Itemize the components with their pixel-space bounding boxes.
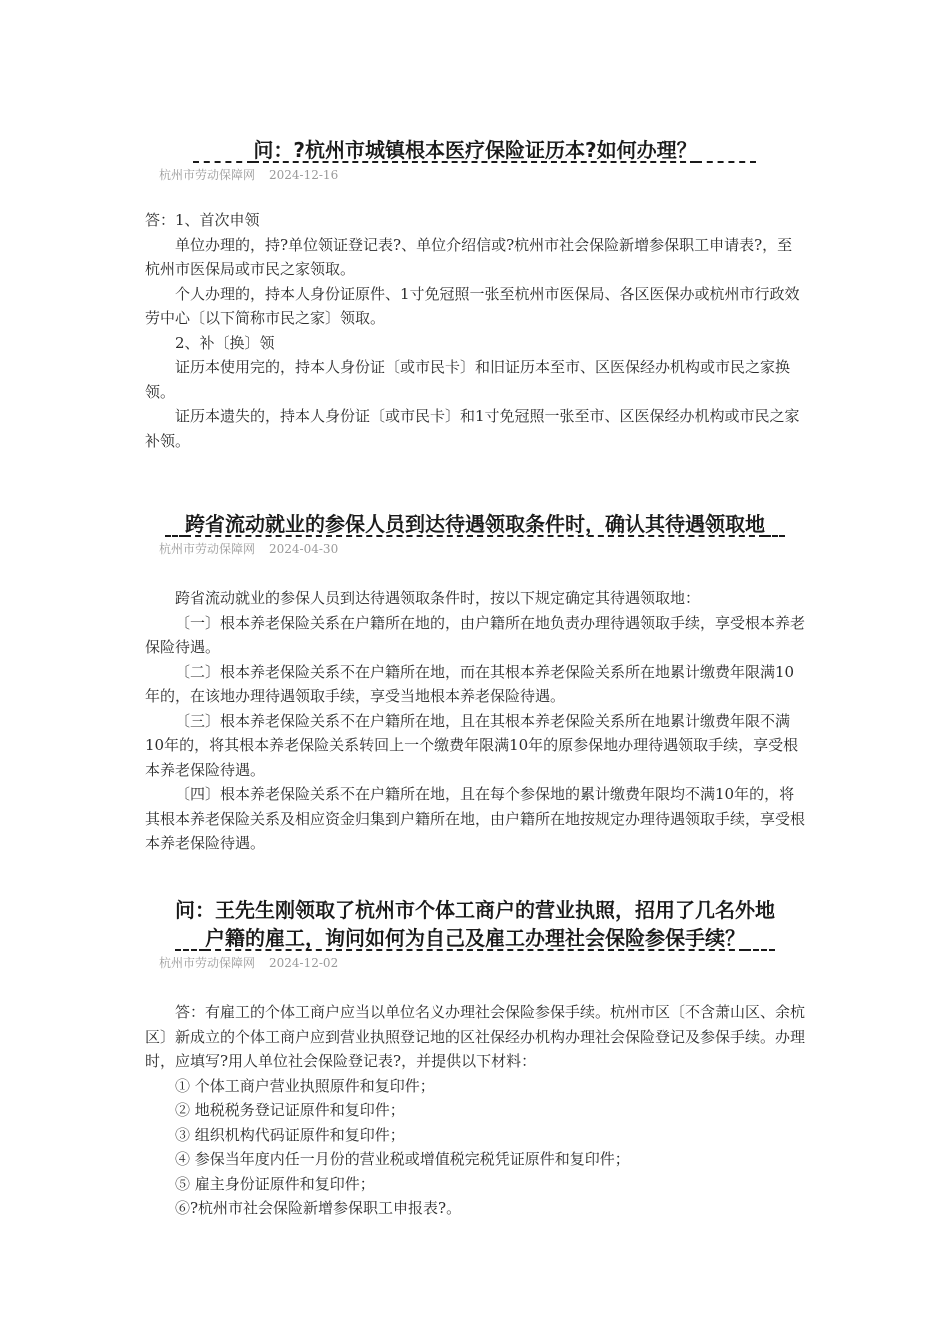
paragraph: 答：1、首次申领: [145, 211, 260, 229]
article-source: 杭州市劳动保障网: [159, 542, 256, 556]
list-item: ③ 组织机构代码证原件和复印件；: [175, 1125, 405, 1144]
list-item: ⑥?杭州市社会保险新增参保职工申报表?。: [175, 1199, 462, 1217]
list-item: ② 地税税务登记证原件和复印件；: [175, 1101, 405, 1119]
article-2: [145, 510, 805, 856]
article-meta: [159, 954, 805, 972]
paragraph: 个人办理的，持本人身份证原件、1寸免冠照一张至杭州市医保局、各区医保办或杭州市行政效劳中心〔以下简称市民之家〕领取。: [145, 284, 800, 327]
article-title: 跨省流动就业的参保人员到达待遇领取条件时，确认其待遇领取地: [185, 512, 765, 536]
article-meta: [159, 166, 805, 184]
article-source: 杭州市劳动保障网: [159, 168, 256, 182]
paragraph: 证历本使用完的，持本人身份证〔或市民卡〕和旧证历本至市、区医保经办机构或市民之家换领。: [145, 358, 791, 401]
article-date: 2024-12-16: [269, 168, 339, 182]
paragraph: 〔三〕根本养老保险关系不在户籍所在地，且在其根本养老保险关系所在地累计缴费年限不满10年的，将其根本养老保险关系转回上一个缴费年限满10年的原参保地办理待遇领取手续，享受根本养老保险待遇。: [145, 711, 799, 779]
article-meta: [159, 540, 805, 558]
article-3: [145, 896, 805, 1221]
list-item: ① 个体工商户营业执照原件和复印件；: [175, 1076, 435, 1095]
article-date: 2024-04-30: [269, 542, 339, 556]
article-date: 2024-12-02: [269, 956, 339, 970]
article-title-line-2: 户籍的雇工，询问如何为自己及雇工办理社会保险参保手续？: [205, 926, 745, 950]
article-body: [145, 586, 805, 856]
paragraph: 〔一〕根本养老保险关系在户籍所在地的，由户籍所在地负责办理待遇领取手续，享受根本养老保险待遇。: [145, 613, 806, 656]
article-body: [145, 1000, 805, 1221]
paragraph: 答：有雇工的个体工商户应当以单位名义办理社会保险参保手续。杭州市区〔不含萧山区、余杭区〕新成立的个体工商户应到营业执照登记地的区社保经办机构办理社会保险登记及参保手续。办理时，应填写?用人单位社会保险登记表?，并提供以下材料：: [145, 1003, 806, 1070]
paragraph: 2、补〔换〕领: [175, 333, 275, 352]
article-title-line-1: 问：王先生刚领取了杭州市个体工商户的营业执照，招用了几名外地: [175, 898, 775, 922]
article-title: 问：?杭州市城镇根本医疗保险证历本?如何办理？: [253, 138, 697, 162]
list-item: ⑤ 雇主身份证原件和复印件；: [175, 1174, 375, 1193]
paragraph: 跨省流动就业的参保人员到达待遇领取条件时，按以下规定确定其待遇领取地：: [175, 589, 701, 607]
paragraph: 〔二〕根本养老保险关系不在户籍所在地，而在其根本养老保险关系所在地累计缴费年限满10年的，在该地办理待遇领取手续，享受当地根本养老保险待遇。: [145, 662, 795, 705]
list-item: ④ 参保当年度内任一月份的营业税或增值税完税凭证原件和复印件；: [175, 1150, 630, 1168]
paragraph: 〔四〕根本养老保险关系不在户籍所在地，且在每个参保地的累计缴费年限均不满10年的，将其根本养老保险关系及相应资金归集到户籍所在地，由户籍所在地按规定办理待遇领取手续，享受根本养老保险待遇。: [145, 785, 806, 852]
paragraph: 单位办理的，持?单位领证登记表?、单位介绍信或?杭州市社会保险新增参保职工申请表?，至杭州市医保局或市民之家领取。: [145, 235, 793, 278]
article-source: 杭州市劳动保障网: [159, 956, 256, 970]
article-body: [145, 208, 805, 453]
article-1: [145, 136, 805, 453]
paragraph: 证历本遗失的，持本人身份证〔或市民卡〕和1寸免冠照一张至市、区医保经办机构或市民之家补领。: [145, 407, 800, 450]
